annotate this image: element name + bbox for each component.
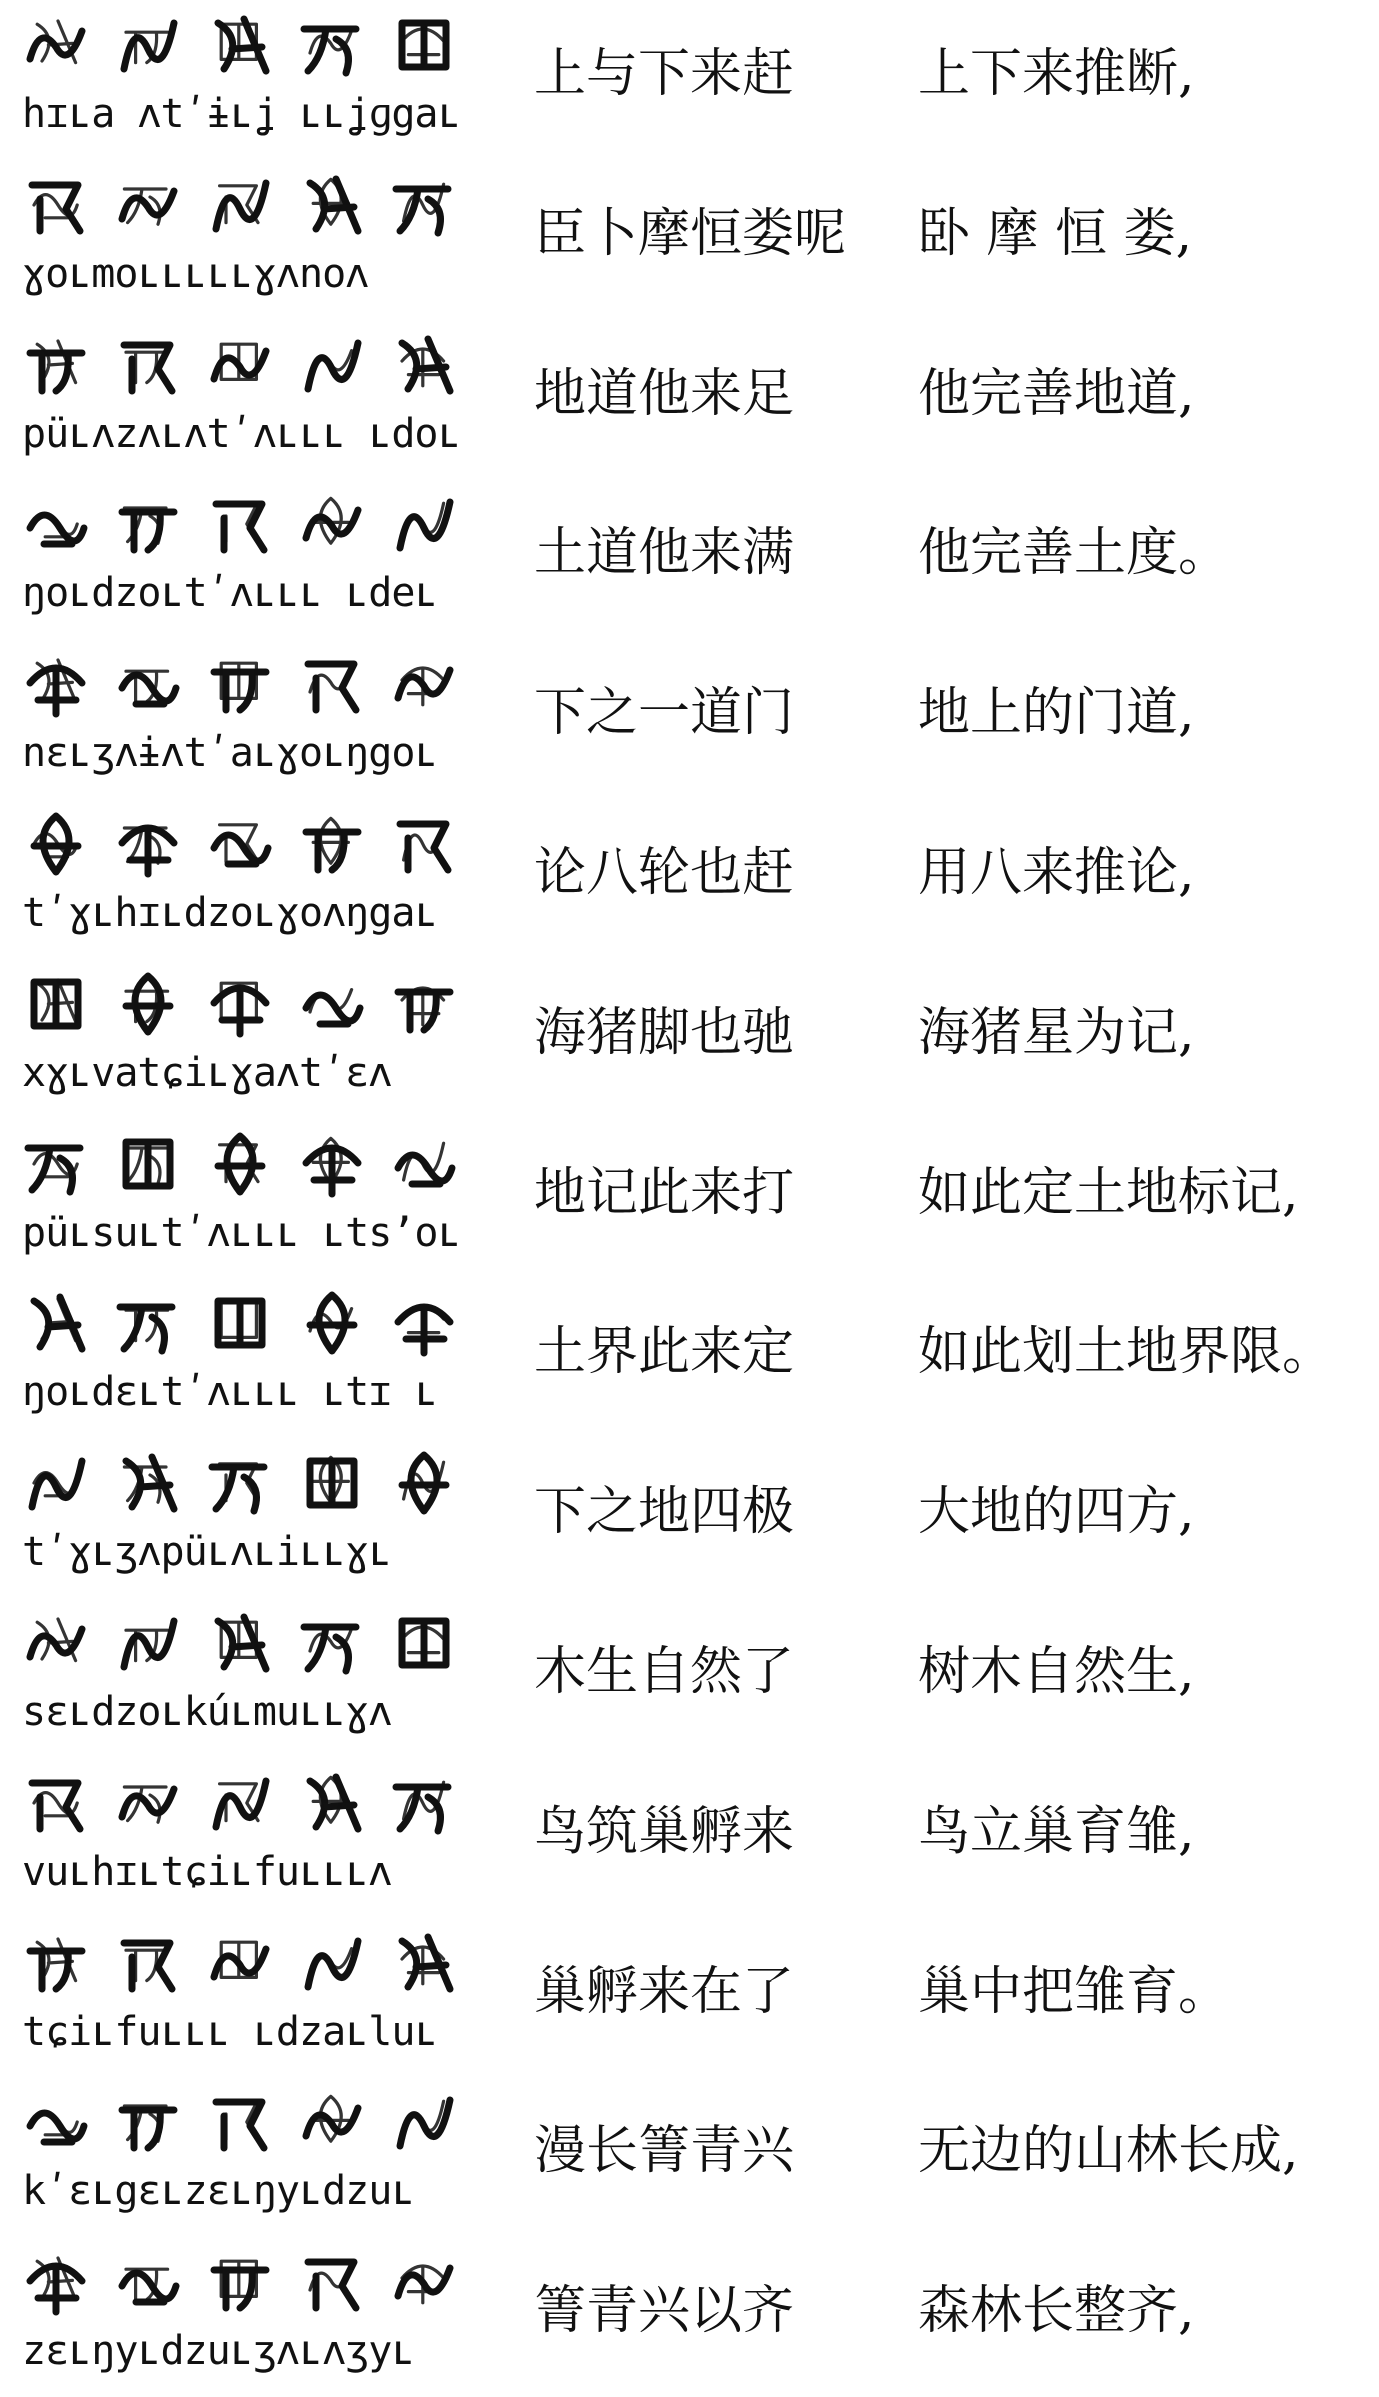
free-translation: 如此划土地界限。	[918, 1322, 1335, 1382]
yi-glyph-icon	[296, 169, 368, 241]
literal-translation: 下之一道门	[534, 683, 795, 743]
yi-script-line	[20, 487, 460, 561]
yi-script-line	[20, 8, 460, 82]
verse-row	[0, 479, 1379, 638]
yi-glyph-icon	[112, 1607, 184, 1679]
yi-glyph-icon	[296, 1447, 368, 1519]
yi-glyph-icon	[20, 2086, 92, 2158]
yi-glyph-icon	[204, 1447, 276, 1519]
literal-translation: 论八轮也赶	[534, 843, 795, 903]
yi-script-line	[20, 1127, 460, 1201]
verse-row	[0, 799, 1379, 958]
yi-glyph-icon	[296, 2246, 368, 2318]
yi-glyph-icon	[20, 1128, 92, 1200]
yi-glyph-icon	[296, 808, 368, 880]
yi-glyph-icon	[20, 169, 92, 241]
yi-script-line	[20, 1606, 460, 1680]
yi-glyph-icon	[388, 1607, 460, 1679]
phonetic-transcription: hɪʟa ʌtʹɨʟʝ ʟʟʝɡgaʟ	[22, 91, 461, 137]
literal-translation: 漫长箐青兴	[534, 2121, 795, 2181]
yi-glyph-icon	[296, 329, 368, 401]
yi-glyph-icon	[204, 9, 276, 81]
yi-glyph-icon	[112, 2246, 184, 2318]
yi-glyph-icon	[296, 1287, 368, 1359]
literal-translation: 鸟筑巢孵来	[534, 1802, 795, 1862]
yi-glyph-icon	[204, 2246, 276, 2318]
yi-script-line	[20, 967, 460, 1041]
yi-glyph-icon	[112, 1927, 184, 1999]
literal-translation: 巢孵来在了	[534, 1962, 795, 2022]
yi-glyph-icon	[112, 9, 184, 81]
free-translation: 鸟立巢育雏,	[918, 1802, 1195, 1862]
yi-glyph-icon	[296, 968, 368, 1040]
phonetic-transcription: püʟsuʟtʹʌʟʟʟ ʟtsʼoʟ	[22, 1210, 461, 1256]
verse-row	[0, 639, 1379, 798]
yi-glyph-icon	[20, 488, 92, 560]
yi-glyph-icon	[20, 9, 92, 81]
yi-script-line	[20, 647, 460, 721]
yi-glyph-icon	[388, 2086, 460, 2158]
free-translation: 如此定土地标记,	[918, 1163, 1299, 1223]
yi-script-line	[20, 1286, 460, 1360]
yi-glyph-icon	[388, 169, 460, 241]
free-translation: 他完善土度。	[918, 523, 1231, 583]
yi-script-line	[20, 328, 460, 402]
yi-glyph-icon	[20, 1767, 92, 1839]
yi-glyph-icon	[388, 1927, 460, 1999]
yi-glyph-icon	[204, 968, 276, 1040]
yi-glyph-icon	[20, 2246, 92, 2318]
phonetic-transcription: xɣʟvatɕiʟɣaʌtʹɛʌ	[22, 1050, 392, 1096]
yi-glyph-icon	[388, 648, 460, 720]
free-translation: 无边的山林长成,	[918, 2121, 1299, 2181]
yi-glyph-icon	[388, 1447, 460, 1519]
yi-glyph-icon	[204, 1287, 276, 1359]
yi-glyph-icon	[296, 9, 368, 81]
yi-glyph-icon	[296, 1767, 368, 1839]
phonetic-transcription: ŋoʟdɛʟtʹʌʟʟʟ ʟtɪ ʟ	[22, 1369, 438, 1415]
verse-row	[0, 320, 1379, 479]
literal-translation: 海猪脚也驰	[534, 1003, 795, 1063]
literal-translation: 下之地四极	[534, 1482, 795, 1542]
yi-glyph-icon	[112, 488, 184, 560]
yi-glyph-icon	[112, 648, 184, 720]
yi-script-line	[20, 1926, 460, 2000]
yi-glyph-icon	[204, 1128, 276, 1200]
phonetic-transcription: tʹɣʟhɪʟdzoʟɣoʌŋgaʟ	[22, 890, 438, 936]
phonetic-transcription: ŋoʟdzoʟtʹʌʟʟʟ ʟdeʟ	[22, 570, 438, 616]
yi-glyph-icon	[296, 648, 368, 720]
verse-row	[0, 2237, 1379, 2396]
verse-row	[0, 1598, 1379, 1757]
yi-script-line	[20, 1766, 460, 1840]
phonetic-transcription: tʹɣʟʒʌpüʟʌʟiʟʟɣʟ	[22, 1529, 392, 1575]
yi-glyph-icon	[204, 1927, 276, 1999]
free-translation: 巢中把雏育。	[918, 1962, 1231, 2022]
yi-glyph-icon	[296, 1927, 368, 1999]
phonetic-transcription: tɕiʟfuʟʟʟ ʟdzaʟluʟ	[22, 2009, 438, 2055]
yi-glyph-icon	[112, 329, 184, 401]
phonetic-transcription: ɣoʟmoʟʟʟʟʟɣʌnoʌ	[22, 251, 369, 297]
literal-translation: 木生自然了	[534, 1642, 795, 1702]
yi-glyph-icon	[112, 968, 184, 1040]
free-translation: 用八来推论,	[918, 843, 1195, 903]
yi-glyph-icon	[112, 1767, 184, 1839]
verse-row	[0, 0, 1379, 159]
yi-glyph-icon	[204, 329, 276, 401]
yi-glyph-icon	[112, 1447, 184, 1519]
verse-row	[0, 1758, 1379, 1917]
verse-row	[0, 959, 1379, 1118]
free-translation: 大地的四方,	[918, 1482, 1195, 1542]
yi-glyph-icon	[388, 1767, 460, 1839]
yi-glyph-icon	[20, 329, 92, 401]
verse-row	[0, 1918, 1379, 2077]
verse-row	[0, 2077, 1379, 2236]
yi-script-line	[20, 1446, 460, 1520]
yi-glyph-icon	[296, 1128, 368, 1200]
free-translation: 森林长整齐,	[918, 2281, 1195, 2341]
phonetic-transcription: zɛʟŋyʟdzuʟʒʌʟʌʒyʟ	[22, 2328, 415, 2374]
literal-translation: 土界此来定	[534, 1322, 795, 1382]
yi-script-line	[20, 2085, 460, 2159]
yi-glyph-icon	[20, 1607, 92, 1679]
yi-glyph-icon	[388, 1287, 460, 1359]
yi-glyph-icon	[388, 9, 460, 81]
free-translation: 上下来推断,	[918, 44, 1195, 104]
verse-row	[0, 160, 1379, 319]
yi-glyph-icon	[20, 1927, 92, 1999]
yi-glyph-icon	[20, 1447, 92, 1519]
yi-glyph-icon	[204, 1767, 276, 1839]
yi-glyph-icon	[388, 1128, 460, 1200]
literal-translation: 臣卜摩恒娄呢	[534, 204, 847, 264]
yi-glyph-icon	[204, 648, 276, 720]
yi-glyph-icon	[20, 968, 92, 1040]
yi-glyph-icon	[20, 808, 92, 880]
yi-glyph-icon	[204, 1607, 276, 1679]
yi-glyph-icon	[112, 1128, 184, 1200]
literal-translation: 土道他来满	[534, 523, 795, 583]
free-translation: 地上的门道,	[918, 683, 1195, 743]
yi-glyph-icon	[112, 169, 184, 241]
verse-row	[0, 1438, 1379, 1597]
phonetic-transcription: sɛʟdzoʟkúʟmuʟʟɣʌ	[22, 1689, 392, 1735]
literal-translation: 箐青兴以齐	[534, 2281, 795, 2341]
verse-row	[0, 1278, 1379, 1437]
yi-glyph-icon	[296, 488, 368, 560]
verse-row	[0, 1119, 1379, 1278]
free-translation: 卧 摩 恒 娄,	[918, 204, 1193, 264]
yi-glyph-icon	[112, 1287, 184, 1359]
yi-glyph-icon	[112, 2086, 184, 2158]
yi-glyph-icon	[388, 808, 460, 880]
phonetic-transcription: püʟʌzʌʟʌtʹʌʟʟʟ ʟdoʟ	[22, 411, 461, 457]
yi-glyph-icon	[388, 968, 460, 1040]
literal-translation: 上与下来赶	[534, 44, 795, 104]
yi-glyph-icon	[204, 488, 276, 560]
yi-glyph-icon	[388, 2246, 460, 2318]
yi-glyph-icon	[296, 1607, 368, 1679]
yi-glyph-icon	[204, 2086, 276, 2158]
yi-glyph-icon	[296, 2086, 368, 2158]
literal-translation: 地道他来足	[534, 364, 795, 424]
yi-script-line	[20, 2245, 460, 2319]
yi-script-line	[20, 168, 460, 242]
yi-glyph-icon	[112, 808, 184, 880]
yi-glyph-icon	[388, 329, 460, 401]
free-translation: 树木自然生,	[918, 1642, 1195, 1702]
yi-glyph-icon	[20, 648, 92, 720]
phonetic-transcription: vuʟhɪʟtɕiʟfuʟʟʟʌ	[22, 1849, 392, 1895]
yi-glyph-icon	[204, 808, 276, 880]
yi-glyph-icon	[20, 1287, 92, 1359]
phonetic-transcription: kʹɛʟgɛʟzɛʟŋyʟdzuʟ	[22, 2168, 415, 2214]
yi-glyph-icon	[204, 169, 276, 241]
literal-translation: 地记此来打	[534, 1163, 795, 1223]
free-translation: 海猪星为记,	[918, 1003, 1195, 1063]
free-translation: 他完善地道,	[918, 364, 1195, 424]
yi-script-line	[20, 807, 460, 881]
yi-glyph-icon	[388, 488, 460, 560]
phonetic-transcription: nɛʟʒʌɨʌtʹaʟɣoʟŋgoʟ	[22, 730, 438, 776]
